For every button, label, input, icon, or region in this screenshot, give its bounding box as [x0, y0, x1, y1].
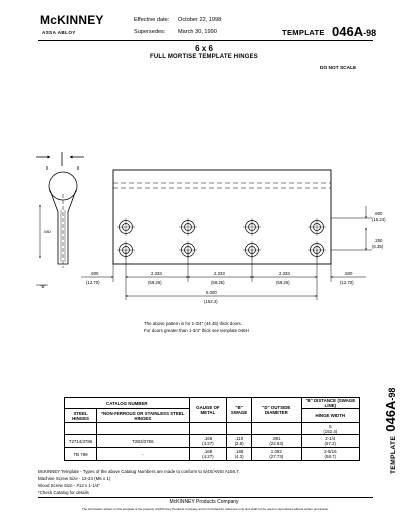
- table-row: TB 799 - .168 (4.27) .168 (4.3) 1.092 (27.73) 2-5/16 (58.7): [65, 448, 360, 461]
- right-edge-dim-metric: (12.70): [340, 280, 354, 285]
- footer-legal: The information shown on this template is the property of McKinney Products Company and is furnished for reference only and shall not be used or reproduced without written permission.: [81, 507, 330, 511]
- b-distance-header: "B" DISTANCE (SWAGE LINE): [301, 398, 359, 409]
- right-edge-dim: .500: [344, 271, 353, 276]
- footer-note-4: *Check Catalog for details: [38, 490, 89, 495]
- spacing-dim-1: 2.333: [151, 271, 162, 276]
- template-label: TEMPLATE: [282, 28, 325, 37]
- do-not-scale-note: DO NOT SCALE: [320, 66, 357, 71]
- dimension-text: [86, 211, 386, 304]
- hinge-width-header: HINGE WIDTH: [301, 409, 359, 423]
- spacing-dim-3: 2.333: [279, 271, 290, 276]
- spacing-dim-2-metric: (59.26): [211, 280, 225, 285]
- hinge-size: 6 x 6: [195, 44, 213, 53]
- hinge-width-cell: 6 (152.4): [301, 423, 359, 435]
- right-vertical-dim-metric: (15.24): [372, 217, 386, 222]
- steel-hinges-header: STEEL HINGES: [65, 409, 97, 423]
- left-edge-dim: .500: [90, 271, 99, 276]
- parent-company-label: ASSA ABLOY: [42, 30, 76, 35]
- supersedes-label: Supersedes:: [134, 29, 166, 35]
- footer-note-3: Wood Screw Size - #12 x 1-1/4": [38, 483, 100, 488]
- spacing-dim-1-metric: (59.26): [148, 280, 162, 285]
- d-diameter-header: "D" OUTSIDE DIAMETER: [252, 398, 302, 423]
- footer-note-2: Machine Screw Size - 12-24 (M6 x 1): [38, 476, 111, 481]
- spacing-dim-3-metric: (59.26): [276, 280, 290, 285]
- b-swage-callout: "B": [40, 284, 47, 289]
- hinge-title: FULL MORTISE TEMPLATE HINGES: [149, 54, 259, 60]
- effective-date-label: Effective date:: [134, 17, 170, 23]
- screw-hole: [243, 218, 261, 236]
- hinge-side-view: [36, 152, 84, 285]
- footer-note-1: McKINNEY Template - Types of the above Catalog Numbers are made to conform to 5/4S/ANSI A156.7.: [38, 469, 240, 474]
- hinge-front-view: [113, 170, 331, 264]
- door-thickness-note-1: The above pattern is for 1-3/4" (44.45) thick doors.: [144, 321, 242, 326]
- effective-date-value: October 22, 1998: [178, 17, 222, 23]
- side-dim-label: .080: [43, 229, 51, 234]
- left-edge-dim-metric: (12.70): [86, 280, 100, 285]
- company-logo: McKINNEY: [40, 13, 104, 27]
- right-vertical-dim-2: .250: [374, 238, 383, 243]
- supersedes-value: March 30, 1990: [178, 29, 217, 35]
- screw-hole: [308, 218, 326, 236]
- template-number-main: 046A: [332, 24, 364, 39]
- screw-hole: [117, 218, 135, 236]
- catalog-table: [64, 397, 360, 461]
- nonferrous-hinges-header: *NON-FERROUS OR STAINLESS STEEL HINGES: [97, 409, 190, 423]
- screw-hole: [179, 218, 197, 236]
- b-swage-header: "B" SWAGE: [227, 398, 252, 423]
- template-number-suffix: -98: [363, 28, 377, 38]
- spacing-dim-2: 2.333: [214, 271, 225, 276]
- gauge-header: GAUGE OF METAL: [189, 398, 227, 423]
- right-vertical-dim: .600: [374, 211, 383, 216]
- side-template-label: TEMPLATE046A-98: [383, 387, 398, 474]
- footer-company: McKINNEY Products Company: [169, 499, 239, 505]
- footer-rule: [38, 497, 373, 498]
- right-vertical-dim-2-metric: (6.35): [372, 244, 384, 249]
- door-thickness-note-2: For doors greater than 1-3/4" thick see template 046H: [144, 328, 249, 333]
- total-width-dim-metric: (152.4): [204, 299, 218, 304]
- table-row: T2714/3786 T2B3/3786 .168 (4.27) .110 (2.8) .891 (22.63) 2-1/4 (57.2): [65, 435, 360, 448]
- catalog-number-header: CATALOG NUMBER: [65, 398, 190, 409]
- total-width-dim: 6.000: [206, 290, 217, 295]
- screw-hole-group: [117, 218, 326, 259]
